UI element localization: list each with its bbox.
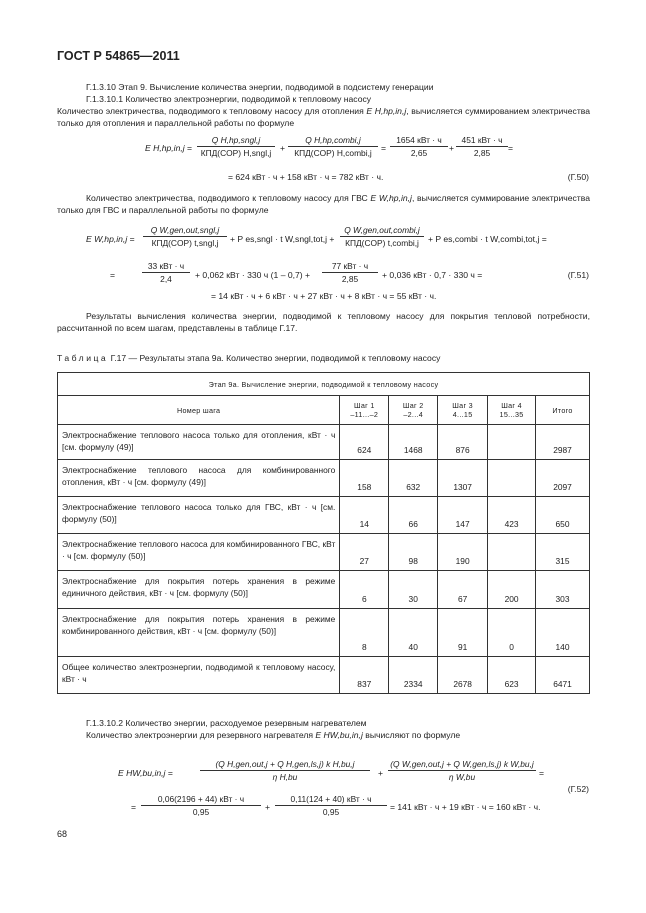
formula-lhs: E W,hp,in,j = [86,234,135,244]
table-row: Общее количество электроэнергии, подводимой к тепловому насосу, кВт · ч 837 2334 2678 623 6471 [58,657,590,694]
formula-result: = 624 кВт · ч + 158 кВт · ч = 782 кВт · ч. [228,172,384,182]
operator: = [131,802,137,812]
equation-number: (Г.52) [567,784,589,794]
column-header: Номер шага [58,396,340,425]
operator: = [539,768,545,778]
operator: + [449,143,455,153]
column-header: Шаг 3 4...15 [438,396,488,425]
subsection-heading: Г.1.3.10.1 Количество электроэнергии, подводимой к тепловому насосу [86,94,372,104]
paragraph: Количество электричества, подводимого к тепловому насосу для ГВС E W,hp,in,j, вычисляется суммирование электричества только для ГВС и параллельной работы по формуле [57,193,590,215]
fraction: (Q H,gen,out,j + Q H,gen,ls,j) k H,bu,j η H,bu [200,759,370,782]
column-header: Шаг 2 –2...4 [389,396,438,425]
formula-result: = 14 кВт · ч + 6 кВт · ч + 27 кВт · ч + 8 кВт · ч = 55 кВт · ч. [211,291,437,301]
fraction: 451 кВт · ч 2,85 [456,135,508,158]
fraction: 0,06(2196 + 44) кВт · ч 0,95 [141,794,261,817]
column-header: Итого [536,396,590,425]
formula-term: + P es,sngl · t W,sngl,tot,j + [230,234,335,244]
table-row: Электроснабжение теплового насоса только для отопления, кВт · ч [см. формулу (49)] 624 1468 876 2987 [58,425,590,460]
operator: + [265,802,271,812]
column-header: Шаг 1 –11...–2 [340,396,389,425]
operator: = [110,270,116,280]
fraction: (Q W,gen,out,j + Q W,gen,ls,j) k W,bu,j η W,bu [388,759,536,782]
formula-lhs: E HW,bu,in,j = [118,768,173,778]
fraction: 77 кВт · ч 2,85 [322,261,378,284]
table-caption: Таблица Г.17 — Результаты этапа 9а. Количество энергии, подводимой к тепловому насосу [57,353,441,363]
fraction: 0,11(124 + 40) кВт · ч 0,95 [275,794,387,817]
standard-header: ГОСТ Р 54865—2011 [57,49,180,63]
equation-number: (Г.50) [567,172,589,182]
formula-term: + P es,combi · t W,combi,tot,j = [428,234,547,244]
page-number: 68 [57,829,68,839]
paragraph: Результаты вычисления количества энергии, подводимой к тепловому насосу для покрытия тепловой потребности, рассчитанной по всем шагам, представлены в таблице Г.17. [57,311,590,333]
column-header: Шаг 4 15...35 [488,396,536,425]
operator: + [378,768,384,778]
paragraph: Количество электричества, подводимого к тепловому насосу для отопления E H,hp,in,j, вычисляется суммированием электричества только для отопления и параллельной работы по формуле [57,106,591,128]
formula-term: + 0,062 кВт · 330 ч (1 – 0,7) + [195,270,311,280]
formula-result: = 141 кВт · ч + 19 кВт · ч = 160 кВт · ч. [390,802,541,812]
operator: = [508,143,514,153]
fraction: 1654 кВт · ч 2,65 [390,135,448,158]
table-row: Электроснабжение теплового насоса для комбинированного отопления, кВт · ч [см. формулу (49)] 158 632 1307 2097 [58,460,590,497]
equation-number: (Г.51) [567,270,589,280]
fraction: Q W,gen,out,sngl,j КПД(COP) t,sngl,j [143,225,227,248]
fraction: Q H,hp,combi,j КПД(COP) H,combi,j [288,135,378,158]
subsection-heading: Г.1.3.10.2 Количество энергии, расходуемое резервным нагревателем [86,718,367,728]
operator: = [381,143,387,153]
table-row: Электроснабжение для покрытия потерь хранения в режиме комбинированного действия, кВт · ч [см. формулу (50)] 8 40 91 0 140 [58,609,590,657]
table-row: Электроснабжение теплового насоса только для ГВС, кВт · ч [см. формулу (50)] 14 66 147 423 650 [58,497,590,534]
paragraph: Количество электроэнергии для резервного нагревателя E HW,bu,in,j вычисляют по формуле [86,730,461,740]
fraction: Q W,gen,out,combi,j КПД(COP) t,combi,j [340,225,424,248]
operator: + [280,143,286,153]
table-row: Электроснабжение для покрытия потерь хранения в режиме единичного действия, кВт · ч [см. формулу (50)] 6 30 67 200 303 [58,571,590,609]
results-table [57,372,590,694]
fraction: Q H,hp,sngl,j КПД(COP) H,sngl,j [197,135,275,158]
formula-term: + 0,036 кВт · 0,7 · 330 ч = [382,270,483,280]
table-row: Электроснабжение теплового насоса для комбинированного ГВС, кВт · ч [см. формулу (50)] 27 98 190 315 [58,534,590,571]
section-heading: Г.1.3.10 Этап 9. Вычисление количества энергии, подводимой в подсистему генерации [86,82,434,92]
table-title: Этап 9а. Вычисление энергии, подводимой к тепловому насосу [58,373,590,396]
fraction: 33 кВт · ч 2,4 [142,261,190,284]
formula-lhs: E H,hp,in,j = [145,143,193,153]
